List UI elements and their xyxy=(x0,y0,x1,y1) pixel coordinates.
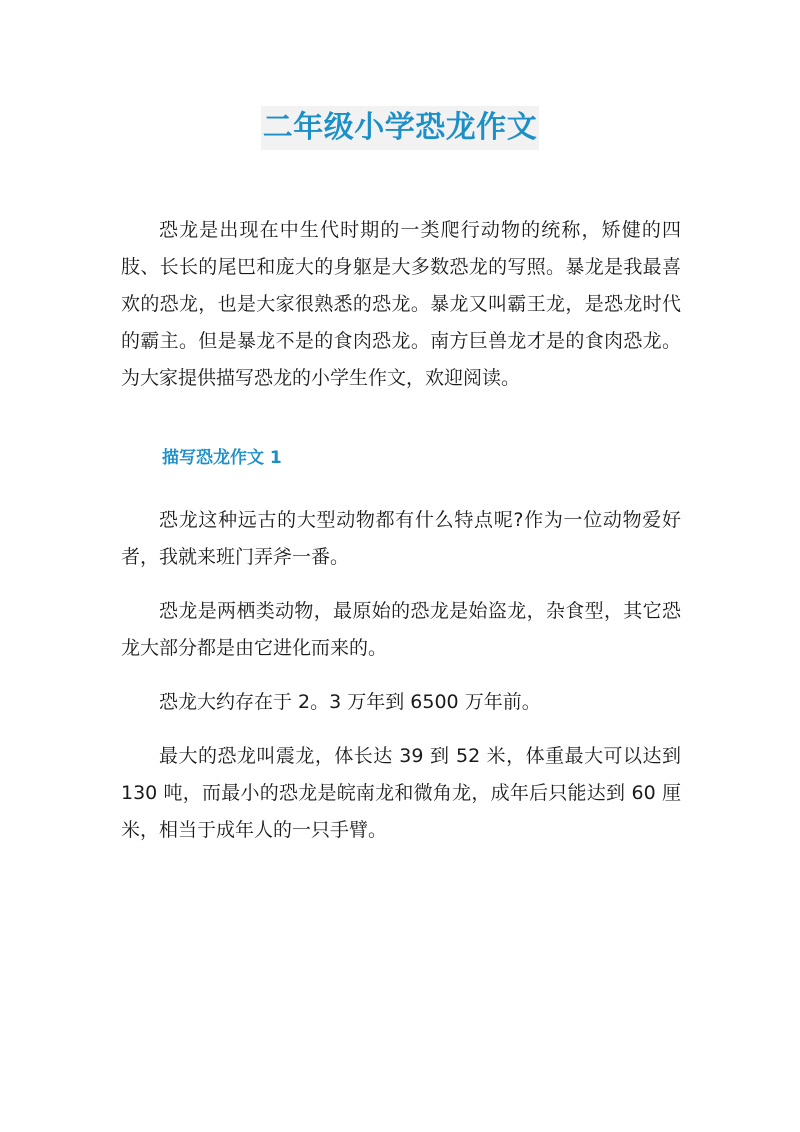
body-paragraph-1: 恐龙这种远古的大型动物都有什么特点呢?作为一位动物爱好者，我就来班门弄斧一番。 xyxy=(121,509,681,568)
body-paragraph-3: 恐龙大约存在于 2。3 万年到 6500 万年前。 xyxy=(159,691,541,713)
body-paragraph-4: 最大的恐龙叫震龙，体长达 39 到 52 米，体重最大可以达到 130 吨，而最小的恐龙是皖南龙和微角龙，成年后只能达到 60 厘米，相当于成年人的一只手臂。 xyxy=(121,745,681,841)
body-paragraph-2: 恐龙是两栖类动物，最原始的恐龙是始盗龙，杂食型，其它恐龙大部分都是由它进化而来的。 xyxy=(121,600,681,659)
title-container xyxy=(0,106,800,150)
document-title: 二年级小学恐龙作文 xyxy=(261,106,540,150)
section-heading: 描写恐龙作文 1 xyxy=(162,448,282,468)
document-body xyxy=(121,212,681,866)
intro-paragraph: 恐龙是出现在中生代时期的一类爬行动物的统称，矫健的四肢、长长的尾巴和庞大的身躯是大多数恐龙的写照。暴龙是我最喜欢的恐龙，也是大家很熟悉的恐龙。暴龙又叫霸王龙，是恐龙时代的霸主。但是暴龙不是的食肉恐龙。南方巨兽龙才是的食肉恐龙。为大家提供描写恐龙的小学生作文，欢迎阅读。 xyxy=(121,219,681,389)
